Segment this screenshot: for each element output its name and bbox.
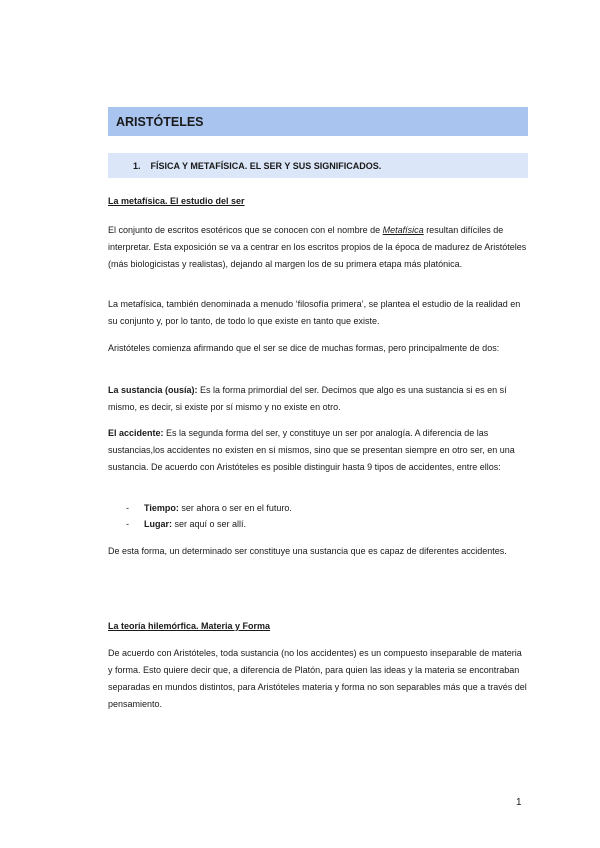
section-label: FÍSICA Y METAFÍSICA. EL SER Y SUS SIGNIFICADOS. (150, 161, 382, 171)
metaphysics-conclusion: De esta forma, un determinado ser constituye una sustancia que es capaz de diferentes accidentes. (108, 546, 507, 556)
section-heading (108, 153, 528, 178)
list-item (126, 500, 292, 517)
list-text: ser aquí o ser allí. (172, 519, 247, 529)
section-number: 1. (133, 161, 141, 171)
paragraph-text: El conjunto de escritos esotéricos que se conocen con el nombre de (108, 225, 383, 235)
list-term: Lugar: (144, 519, 172, 529)
accident-term: El accidente: (108, 428, 164, 438)
accident-definition (108, 425, 528, 476)
metaphysics-paragraph-3: Aristóteles comienza afirmando que el ser se dice de muchas formas, pero principalmente de dos: (108, 343, 500, 353)
page-number: 1 (516, 797, 522, 808)
list-dash: - (126, 503, 129, 513)
substance-definition (108, 382, 528, 416)
work-title-metafisica: Metafísica (382, 225, 424, 235)
list-item (126, 516, 246, 533)
substance-text: Es la forma primordial del ser. Decimos que algo es una sustancia si es en sí mismo, es decir, si existe por sí mismo y no existe en otro. (108, 385, 507, 412)
list-text: ser ahora o ser en el futuro. (178, 503, 292, 513)
hylomorphism-heading: La teoría hilemórfica. Materia y Forma (108, 621, 271, 631)
metaphysics-heading: La metafísica. El estudio del ser (108, 196, 245, 206)
list-dash: - (126, 519, 129, 529)
metaphysics-paragraph-1 (108, 222, 528, 273)
list-term: Tiempo: (144, 503, 179, 513)
metaphysics-paragraph-2: La metafísica, también denominada a menudo ‘filosofía primera’, se plantea el estudio de la realidad en su conjunto y, por lo tanto, de todo lo que existe en tanto que existe. (108, 299, 521, 326)
paragraph-text: resultan difíciles de interpretar. Esta exposición se va a centrar en los escritos propios de la época de madurez de Aristóteles (más biologicistas y realistas), dejando al margen los de su primera etapa más platónica. (108, 225, 527, 269)
accident-text: Es la segunda forma del ser, y constituye un ser por analogía. A diferencia de las sustancias,los accidentes no existen en sí mismos, sino que se presentan siempre en otro ser, en una sustancia. De acuerdo con Aristóteles es posible distinguir hasta 9 tipos de accidentes, entre ellos: (108, 428, 515, 472)
substance-term: La sustancia (ousía): (108, 385, 198, 395)
hylomorphism-paragraph-1: De acuerdo con Aristóteles, toda sustancia (no los accidentes) es un compuesto inseparable de materia y forma. Esto quiere decir que, a diferencia de Platón, para quien las ideas y la materia se encontraban separadas en mundos distintos, para Aristóteles materia y forma no son separables más que a través del pensamiento. (108, 648, 527, 709)
page-title: ARISTÓTELES (108, 107, 528, 136)
